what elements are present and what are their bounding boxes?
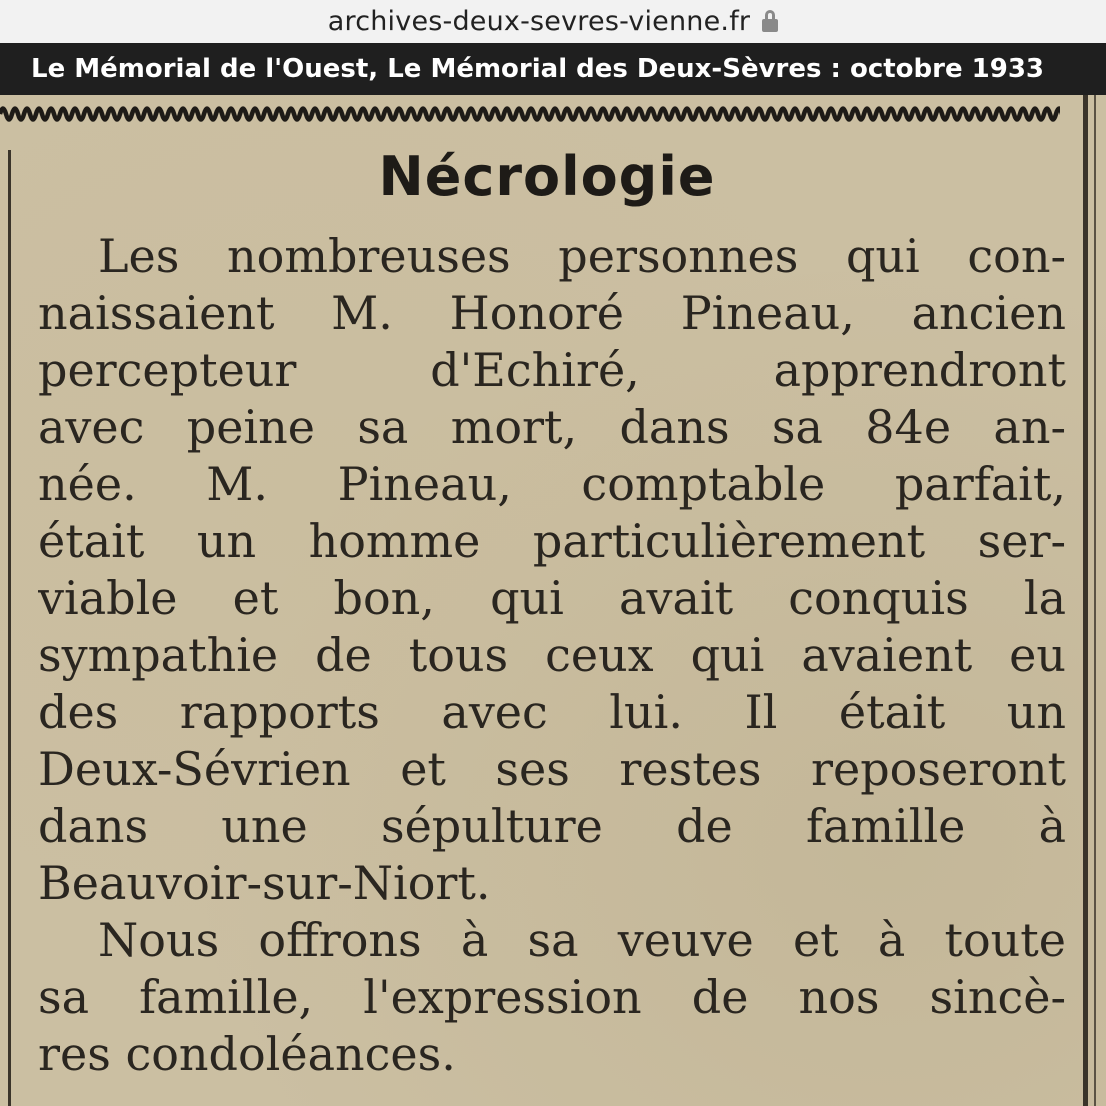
wavy-rule-divider — [0, 101, 1060, 127]
document-title-bar — [0, 43, 1106, 95]
document-title: Le Mémorial de l'Ouest, Le Mémorial des Deux-Sèvres : octobre 1933 — [31, 54, 1045, 84]
article-line: des rapports avec lui. Il était un — [38, 685, 1066, 739]
article-line: avec peine sa mort, dans sa 84e an- — [38, 400, 1066, 454]
lock-icon — [762, 10, 778, 32]
article-line: Beauvoir-sur-Niort. — [38, 856, 491, 910]
article-line: sympathie de tous ceux qui avaient eu — [38, 628, 1066, 682]
headline-text: Nécrologie — [378, 145, 716, 208]
article-line: était un homme particulièrement ser- — [38, 514, 1066, 568]
article-line: Deux-Sévrien et ses restes reposeront — [38, 742, 1066, 796]
article-headline — [0, 145, 1100, 208]
article-line: viable et bon, qui avait conquis la — [38, 571, 1066, 625]
newspaper-clipping — [0, 95, 1106, 1106]
address-bar[interactable] — [0, 0, 1106, 43]
column-rule-right-outer — [1094, 95, 1096, 1106]
article-line: sa famille, l'expression de nos sincè- — [38, 970, 1066, 1024]
article-line: naissaient M. Honoré Pineau, ancien — [38, 286, 1066, 340]
article-line: dans une sépulture de famille à — [38, 799, 1066, 853]
article-line: Nous offrons à sa veuve et à toute — [98, 913, 1066, 967]
article-line: Les nombreuses personnes qui con- — [98, 229, 1066, 283]
article-line: percepteur d'Echiré, apprendront — [38, 343, 1066, 397]
url-text[interactable]: archives-deux-sevres-vienne.fr — [327, 6, 751, 37]
article-line: res condoléances. — [38, 1027, 456, 1081]
article-line: née. M. Pineau, comptable parfait, — [38, 457, 1066, 511]
column-rule-right — [1083, 95, 1088, 1106]
column-rule-left — [8, 150, 11, 1106]
article-body — [38, 228, 1066, 1083]
